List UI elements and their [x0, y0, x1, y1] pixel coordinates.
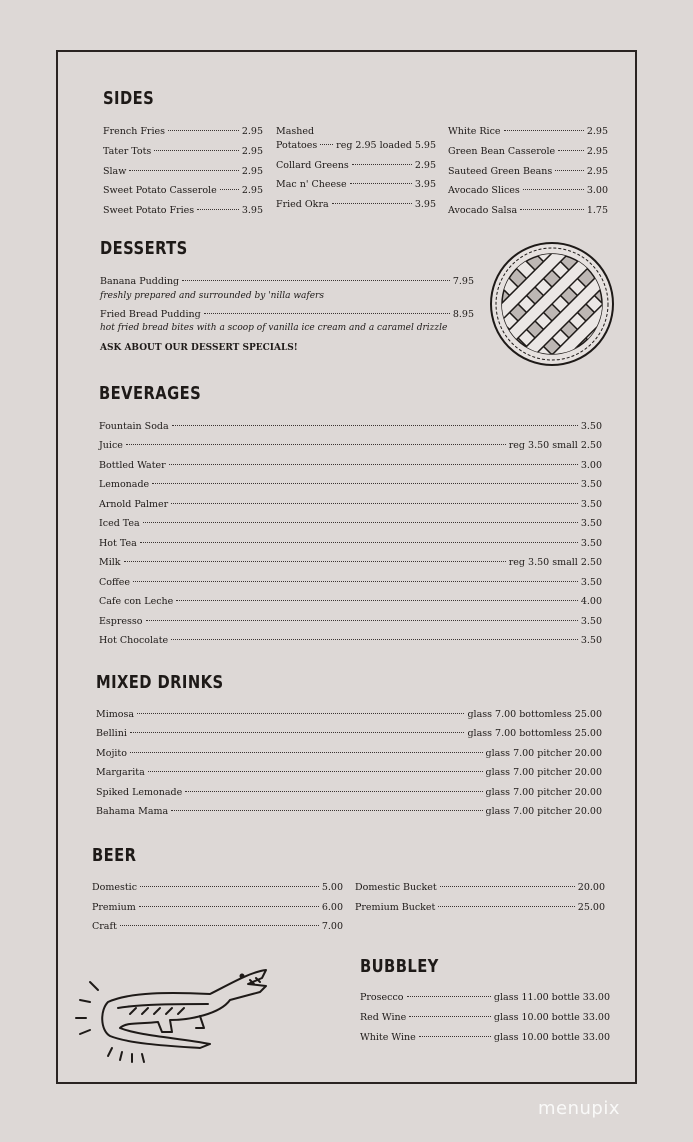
menu-item-description: freshly prepared and surrounded by 'nilla wafers — [100, 291, 324, 301]
menu-item: Domestic 5.00 — [92, 882, 343, 893]
menu-item: White Wine glass 10.00 bottle 33.00 — [360, 1032, 610, 1043]
alligator-icon — [70, 962, 275, 1072]
menu-item: Margarita glass 7.00 pitcher 20.00 — [96, 767, 602, 778]
menu-item: Tater Tots 2.95 — [103, 146, 263, 157]
menu-item: Avocado Salsa 1.75 — [448, 205, 608, 216]
menu-item: Premium 6.00 — [92, 902, 343, 913]
menu-item: Domestic Bucket 20.00 — [355, 882, 605, 893]
menu-item-description: hot fried bread bites with a scoop of vanilla ice cream and a caramel drizzle — [100, 323, 448, 333]
menu-item: Milk reg 3.50 small 2.50 — [99, 557, 602, 568]
menu-item: Mac n' Cheese 3.95 — [276, 179, 436, 190]
menu-item: Mojito glass 7.00 pitcher 20.00 — [96, 748, 602, 759]
menu-item: Arnold Palmer 3.50 — [99, 499, 602, 510]
bubbley-heading: BUBBLEY — [360, 956, 439, 977]
menu-item: Cafe con Leche 4.00 — [99, 596, 602, 607]
menu-item: Bellini glass 7.00 bottomless 25.00 — [96, 728, 602, 739]
menu-item: Bahama Mama glass 7.00 pitcher 20.00 — [96, 806, 602, 817]
mixed-drinks-heading: MIXED DRINKS — [96, 672, 224, 693]
menu-item: Hot Tea 3.50 — [99, 538, 602, 549]
beverages-heading: BEVERAGES — [99, 383, 202, 404]
menu-item: Bottled Water 3.00 — [99, 460, 602, 471]
menu-item-label: Mashed — [276, 126, 315, 137]
menu-item: Sweet Potato Fries 3.95 — [103, 205, 263, 216]
menu-item: Fried Bread Pudding 8.95 — [100, 309, 474, 320]
menu-item: Prosecco glass 11.00 bottle 33.00 — [360, 992, 610, 1003]
menu-item: Craft 7.00 — [92, 921, 343, 932]
menu-item: Coffee 3.50 — [99, 577, 602, 588]
menu-item: Avocado Slices 3.00 — [448, 185, 608, 196]
dessert-specials-note: ASK ABOUT OUR DESSERT SPECIALS! — [100, 343, 298, 353]
menu-item: Iced Tea 3.50 — [99, 518, 602, 529]
desserts-heading: DESSERTS — [100, 238, 188, 259]
menu-item: Hot Chocolate 3.50 — [99, 635, 602, 646]
menu-item: Slaw 2.95 — [103, 166, 263, 177]
pie-icon — [488, 240, 616, 368]
menu-item: Sauteed Green Beans 2.95 — [448, 166, 608, 177]
menu-item: Lemonade 3.50 — [99, 479, 602, 490]
menu-item: Potatoes reg 2.95 loaded 5.95 — [276, 140, 436, 151]
menu-item: Banana Pudding 7.95 — [100, 276, 474, 287]
menu-item: Collard Greens 2.95 — [276, 160, 436, 171]
menu-item: Mimosa glass 7.00 bottomless 25.00 — [96, 709, 602, 720]
menu-item: Spiked Lemonade glass 7.00 pitcher 20.00 — [96, 787, 602, 798]
menu-item: Sweet Potato Casserole 2.95 — [103, 185, 263, 196]
menu-item: Red Wine glass 10.00 bottle 33.00 — [360, 1012, 610, 1023]
watermark-logo: menupix — [538, 1098, 621, 1119]
menu-item: Fried Okra 3.95 — [276, 199, 436, 210]
sides-heading: SIDES — [103, 88, 155, 109]
beer-heading: BEER — [92, 845, 137, 866]
menu-item: Fountain Soda 3.50 — [99, 421, 602, 432]
menu-item: Juice reg 3.50 small 2.50 — [99, 440, 602, 451]
menu-item: Green Bean Casserole 2.95 — [448, 146, 608, 157]
menu-item: White Rice 2.95 — [448, 126, 608, 137]
menu-item: Premium Bucket 25.00 — [355, 902, 605, 913]
menu-item: Espresso 3.50 — [99, 616, 602, 627]
menu-item: French Fries 2.95 — [103, 126, 263, 137]
